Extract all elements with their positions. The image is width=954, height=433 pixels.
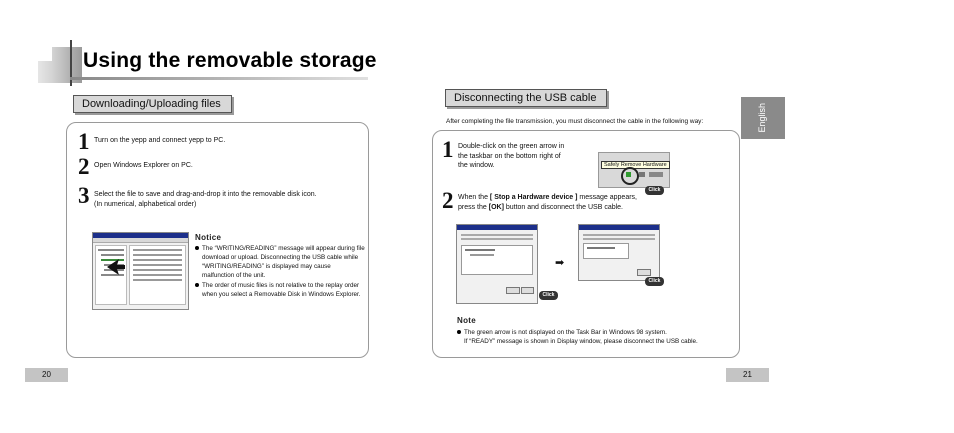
tooltip: Safely Remove Hardware	[601, 161, 670, 169]
note-bullet: The green arrow is not displayed on the Task Bar in Windows 98 system. If “READY” message is shown in Display window, please disconnect the USB cable.	[457, 328, 698, 346]
page-number-left: 20	[25, 368, 68, 382]
notice-bullet: The order of music files is not relative to the replay order when you select a Removable Disk in Windows Explorer.	[195, 281, 361, 299]
green-arrow-icon	[626, 172, 631, 177]
file-list	[129, 245, 186, 305]
tray-icon	[639, 172, 645, 177]
step-text: Turn on the yepp and connect yepp to PC.	[94, 137, 226, 144]
intro-text: After completing the file transmission, you must disconnect the cable in the following way:	[446, 118, 704, 125]
language-tab: English	[741, 97, 785, 139]
step-text: Double-click on the green arrow in the taskbar on the bottom right of the window.	[458, 143, 565, 169]
bullet-dot	[195, 246, 199, 250]
note-heading: Note	[457, 316, 476, 325]
step-number: 1	[78, 129, 90, 154]
step-number: 2	[78, 154, 90, 179]
device-list	[461, 245, 533, 275]
step-number: 1	[442, 137, 454, 162]
click-badge: Click	[645, 186, 664, 195]
step-text: Select the file to save and drag-and-drop it into the removable disk icon.	[94, 191, 317, 198]
step-text: Open Windows Explorer on PC.	[94, 162, 193, 169]
taskbar-screenshot	[598, 152, 670, 188]
page-title: Using the removable storage	[83, 49, 377, 72]
drag-arrow-icon	[107, 259, 125, 275]
step-text: When the [ Stop a Hardware device ] message appears, press the [OK] button and disconnect the USB cable.	[458, 194, 637, 211]
next-arrow-icon: ➡	[555, 257, 565, 269]
device-list	[583, 243, 629, 259]
click-badge: Click	[645, 277, 664, 286]
window-toolbar	[93, 238, 188, 243]
stop-hardware-dialog-screenshot	[456, 224, 538, 304]
folder-tree	[95, 245, 127, 305]
title-rule	[70, 77, 368, 80]
section-label-disconnecting: Disconnecting the USB cable	[445, 89, 607, 107]
step-number: 2	[442, 188, 454, 213]
window-titlebar	[457, 225, 537, 230]
bullet-dot	[457, 330, 461, 334]
ok-button	[637, 269, 651, 276]
page-number-right: 21	[726, 368, 769, 382]
bullet-dot	[195, 283, 199, 287]
properties-button	[506, 287, 520, 294]
window-titlebar	[579, 225, 659, 230]
click-badge: Click	[539, 291, 558, 300]
notice-heading: Notice	[195, 233, 222, 242]
explorer-screenshot	[92, 232, 189, 310]
notice-bullet: The “WRITING/READING” message will appear during file download or upload. Disconnecting the USB cable while “WRITING/READING” is displayed may cause malfunction of the unit.	[195, 244, 365, 280]
tray-clock	[649, 172, 663, 177]
step-number: 3	[78, 183, 90, 208]
step-text: (In numerical, alphabetical order)	[94, 201, 197, 208]
stop-button	[521, 287, 534, 294]
confirm-dialog-screenshot	[578, 224, 660, 281]
section-label-downloading: Downloading/Uploading files	[73, 95, 232, 113]
